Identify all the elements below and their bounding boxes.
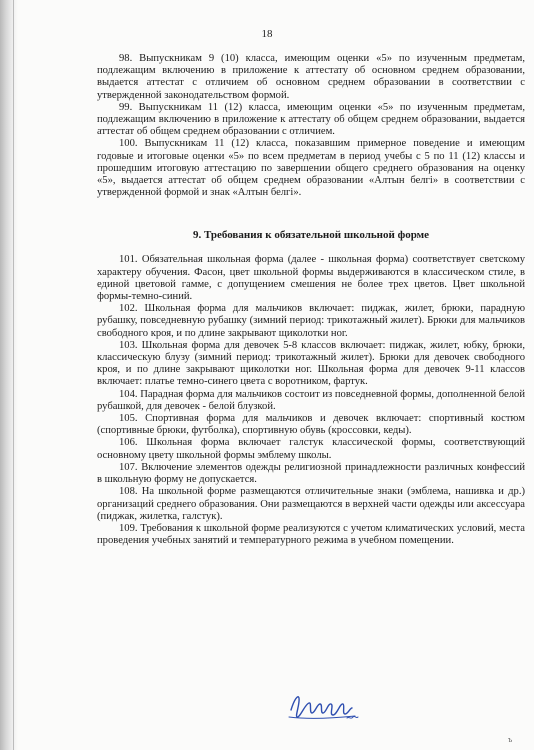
paragraph-106: 106. Школьная форма включает галстук классической формы, соответствующий основному цвету школьной формы эмблему школы. (97, 437, 525, 461)
binding-edge-line (13, 0, 14, 750)
paragraph-98: 98. Выпускникам 9 (10) класса, имеющим оценки «5» по изученным предметам, подлежащим включению в приложение к аттестату об основном среднем образовании, выдается аттестат с отличием об основном среднем образовании в соответствии с утвержденной законодательством формой. (97, 53, 525, 101)
paragraph-104: 104. Парадная форма для мальчиков состоит из повседневной формы, дополненной белой рубашкой, для девочек - белой блузкой. (97, 388, 525, 412)
document-body (97, 53, 525, 547)
paragraph-102: 102. Школьная форма для мальчиков включает: пиджак, жилет, брюки, парадную рубашку, повседневную рубашку (зимний период: трикотажный жилет). Брюки для мальчиков свободного кроя, и по длине закрывают щиколотки ног. (97, 303, 525, 339)
paragraph-107: 107. Включение элементов одежды религиозной принадлежности различных конфессий в школьную форму не допускается. (97, 461, 525, 486)
paragraph-100: 100. Выпускникам 11 (12) класса, показавшим примерное поведение и имеющим годовые и итоговые оценки «5» по всем предметам в период учебы с 5 по 11 (12) классы и прошедшим итоговую аттестацию по завершении общего среднего образования на оценку «5», выдается аттестат об общем среднем образовании «Алтын белгі» в соответствии с утвержденной формой и знак «Алтын белгі». (97, 138, 525, 199)
binding-shadow (0, 0, 18, 750)
handwritten-signature (285, 686, 360, 726)
paragraph-109: 109. Требования к школьной форме реализуются с учетом климатических условий, места проведения учебных занятий и температурного режима в учебном помещении. (97, 522, 525, 547)
paragraph-101: 101. Обязательная школьная форма (далее - школьная форма) соответствует светскому характеру обучения. Фасон, цвет школьной формы выдерживаются в классическом стиле, в единой цветовой гамме, с допущением смешения не более трех цветов. Цвет школьной формы-темно-синий. (97, 254, 525, 303)
paragraph-105: 105. Спортивная форма для мальчиков и девочек включает: спортивный костюм (спортивные брюки, футболка), спортивную обувь (кроссовки, кеды). (97, 413, 525, 437)
paragraph-103: 103. Школьная форма для девочек 5-8 классов включает: пиджак, жилет, юбку, брюки, классическую блузу (зимний период: трикотажный жилет). Брюки для девочек свободного кроя, и по длине закрывают щиколотки ног. Школьная форма для девочек 9-11 классов включает: платье темно-синего цвета с воротником, фартук. (97, 339, 525, 388)
section-heading: 9. Требования к обязательной школьной форме (192, 229, 430, 242)
paragraph-99: 99. Выпускникам 11 (12) класса, имеющим оценки «5» по изученным предметам, подлежащим включению в приложение к аттестату об общем среднем образовании, выдается аттестат об общем среднем образовании с отличием. (97, 101, 525, 138)
corner-mark: ъ (508, 735, 513, 744)
page-number: 18 (261, 28, 273, 40)
paragraph-108: 108. На школьной форме размещаются отличительные знаки (эмблема, нашивка и др.) организаций среднего образования. Они размещаются в верхней части одежды или аксессуара (пиджак, жилетка, галстук). (97, 486, 525, 522)
